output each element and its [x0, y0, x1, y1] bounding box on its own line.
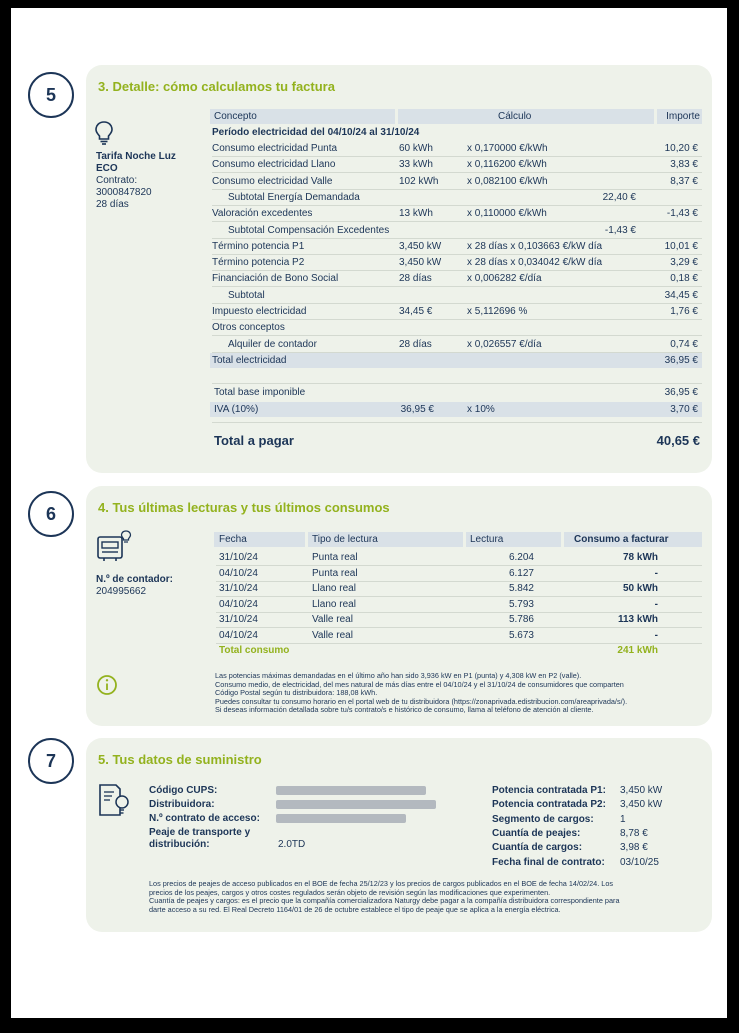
detail-concept: Consumo electricidad Llano [212, 159, 336, 171]
access-contract-label: N.º contrato de acceso: [149, 813, 260, 824]
supply-field-value: 3,450 kW [620, 785, 663, 796]
supply-field-label: Fecha final de contrato: [492, 856, 605, 868]
detail-concept: Otros conceptos [212, 322, 285, 334]
detail-concept: Término potencia P2 [212, 257, 305, 269]
total-consumo-label: Total consumo [219, 645, 290, 656]
section-title: 4. Tus últimas lecturas y tus últimos consumos [98, 500, 390, 515]
reading-type: Llano real [312, 598, 356, 610]
detail-amount: 34,45 € [664, 289, 698, 301]
detail-quantity: 28 días [399, 273, 432, 285]
iva-label: IVA (10%) [214, 404, 259, 415]
row-divider [216, 612, 702, 613]
detail-concept: Consumo electricidad Punta [212, 143, 338, 154]
row-divider [212, 205, 702, 206]
supply-note-line: Los precios de peajes de acceso publicados en el BOE de fecha 25/12/23 y los precios de cargos publicados en el BOE de fecha 14/02/24. Los [149, 879, 614, 888]
detail-amount: 10,01 € [664, 240, 698, 252]
detail-quantity: 3,450 kW [399, 257, 442, 269]
row-divider [216, 565, 702, 566]
header-tipo: Tipo de lectura [312, 534, 378, 545]
peaje-value: 2.0TD [278, 839, 306, 850]
reading-date: 04/10/24 [219, 567, 258, 579]
detail-quantity: 3,450 kW [399, 240, 442, 252]
header-consumo: Consumo a facturar [574, 534, 669, 545]
detail-price: x 0,082100 €/kWh [467, 175, 548, 187]
detail-amount: 8,37 € [670, 175, 698, 187]
iva-base: 36,95 € [400, 404, 434, 415]
header-calculo: Cálculo [498, 111, 532, 122]
detail-price: x 0,170000 €/kWh [467, 143, 548, 154]
detail-concept: Valoración excedentes [212, 208, 313, 220]
divider [212, 422, 702, 423]
row-divider [212, 319, 702, 320]
row-divider [212, 189, 702, 190]
iva-pct: x 10% [467, 404, 495, 415]
total-label: Total a pagar [214, 433, 294, 448]
row-divider [212, 303, 702, 304]
lightbulb-icon [93, 120, 115, 146]
header-concepto: Concepto [214, 111, 257, 122]
redacted-access-contract [276, 814, 406, 823]
supply-note-line: darte acceso a su red. El Real Decreto 1164/01 de 26 de octubre establece el tipo de peaje que se aplica a la energía eléctrica. [149, 904, 561, 914]
detail-quantity: 28 días [399, 338, 432, 350]
divider [212, 383, 702, 384]
detail-concept: Impuesto electricidad [212, 306, 307, 317]
supply-field-label: Segmento de cargos: [492, 813, 594, 825]
redacted-cups [276, 786, 426, 795]
detail-quantity: 60 kWh [399, 143, 433, 154]
peaje-label-2: distribución: [149, 839, 210, 850]
readings-note-line: Puedes consultar tu consumo horario en el portal web de tu distribuidora (https://zonaprivada.edistribucion.com/areaprivada/s/). [215, 696, 628, 706]
detail-amount: 1,76 € [670, 306, 698, 317]
distribuidora-label: Distribuidora: [149, 799, 215, 810]
detail-quantity: 33 kWh [399, 159, 433, 171]
header-lectura: Lectura [470, 534, 504, 545]
meter-number: 204995662 [96, 586, 147, 597]
reading-type: Punta real [312, 552, 358, 563]
detail-concept: Término potencia P1 [212, 240, 305, 252]
row-divider [216, 596, 702, 597]
section-title: 3. Detalle: cómo calculamos tu factura [98, 79, 335, 94]
reading-type: Llano real [312, 583, 356, 595]
supply-data-card [86, 738, 712, 932]
row-divider [212, 335, 702, 336]
detail-price: x 0,006282 €/día [467, 273, 542, 285]
base-value: 36,95 € [664, 387, 698, 398]
invoice-page [11, 8, 727, 1018]
detail-amount: 3,29 € [670, 257, 698, 269]
supply-field-value: 3,450 kW [620, 799, 663, 811]
billing-days: 28 días [96, 199, 129, 210]
supply-field-label: Cuantía de cargos: [492, 842, 583, 854]
detail-quantity: 13 kWh [399, 208, 433, 220]
reading-consumption: 113 kWh [617, 614, 658, 626]
contract-number: 3000847820 [96, 187, 152, 198]
total-consumo-value: 241 kWh [617, 645, 658, 656]
reading-date: 31/10/24 [219, 583, 258, 595]
readings-note-line: Consumo medio, de electricidad, del mes natural de más días entre el 04/10/24 y el 31/10/24 de consumidores que comparten [215, 679, 624, 689]
supply-document-icon [96, 782, 132, 818]
row-divider [212, 238, 702, 239]
supply-note-line: precios de los peajes, cargos y otros costes regulados serán objeto de revisión según las modificaciones que experimenten. [149, 887, 551, 897]
detail-concept: Subtotal Compensación Excedentes [228, 224, 390, 236]
reading-value: 6.204 [508, 552, 534, 563]
row-divider [216, 643, 702, 644]
supply-field-value: 3,98 € [620, 842, 648, 854]
contract-label: Contrato: [96, 175, 138, 186]
step-number-7: 7 [28, 738, 74, 784]
header-fecha: Fecha [219, 534, 247, 545]
detail-concept: Consumo electricidad Valle [212, 175, 333, 187]
reading-consumption: - [654, 567, 658, 579]
detail-amount: -1,43 € [666, 208, 698, 220]
row-divider [212, 172, 702, 173]
supply-field-label: Potencia contratada P2: [492, 799, 606, 811]
detail-subtotal: 22,40 € [602, 191, 636, 203]
reading-consumption: - [654, 630, 658, 641]
detail-amount: 36,95 € [664, 354, 698, 366]
detail-quantity: 34,45 € [399, 306, 433, 317]
peaje-label: Peaje de transporte y [149, 827, 251, 838]
step-number-6: 6 [28, 491, 74, 537]
reading-consumption: 50 kWh [622, 583, 658, 595]
detail-price: x 5,112696 % [467, 306, 528, 317]
detail-quantity: 102 kWh [399, 175, 439, 187]
detail-amount: 3,83 € [670, 159, 698, 171]
supply-field-label: Cuantía de peajes: [492, 827, 581, 839]
meter-icon [96, 530, 132, 562]
reading-date: 31/10/24 [219, 552, 258, 563]
detail-concept: Total electricidad [212, 354, 287, 366]
detail-price: x 28 días x 0,103663 €/kW día [467, 240, 603, 252]
reading-consumption: - [654, 598, 658, 610]
reading-value: 5.673 [508, 630, 534, 641]
tariff-name: Tarifa Noche Luz [96, 151, 176, 162]
row-divider [212, 286, 702, 287]
supply-field-value: 1 [620, 813, 626, 825]
readings-note-line: Código Postal según tu distribuidora: 188,08 kWh. [215, 688, 378, 698]
reading-value: 6.127 [508, 567, 534, 579]
reading-type: Valle real [312, 614, 353, 626]
row-divider [212, 156, 702, 157]
readings-note-line: Las potencias máximas demandadas en el último año han sido 3,936 kW en P1 (punta) y 4,308 kW en P2 (valle). [215, 671, 582, 680]
detail-amount: 0,18 € [670, 273, 698, 285]
base-label: Total base imponible [214, 387, 306, 398]
row-divider [212, 254, 702, 255]
cups-label: Código CUPS: [149, 785, 218, 796]
detail-concept: Alquiler de contador [228, 338, 317, 350]
detail-concept: Financiación de Bono Social [212, 273, 339, 285]
detail-price: x 0,026557 €/día [467, 338, 542, 350]
detail-price: x 0,110000 €/kWh [467, 208, 547, 220]
reading-consumption: 78 kWh [622, 552, 658, 563]
reading-value: 5.842 [508, 583, 534, 595]
readings-note-line: Si deseas información detallada sobre tu/s contrato/s e histórico de consumo, llama al teléfono de atención al cliente. [215, 705, 594, 715]
supply-field-label: Potencia contratada P1: [492, 785, 606, 796]
supply-field-value: 8,78 € [620, 827, 648, 839]
meter-label: N.º de contador: [96, 574, 173, 585]
header-importe: Importe [666, 111, 700, 122]
billing-period: Período electricidad del 04/10/24 al 31/10/24 [212, 127, 420, 138]
reading-type: Valle real [312, 630, 353, 641]
detail-concept: Subtotal Energía Demandada [228, 191, 360, 203]
detail-subtotal: -1,43 € [604, 224, 636, 236]
detail-amount: 0,74 € [670, 338, 698, 350]
redacted-distribuidora [276, 800, 436, 809]
detail-price: x 28 días x 0,034042 €/kW día [467, 257, 603, 269]
detail-price: x 0,116200 €/kWh [467, 159, 547, 171]
reading-date: 04/10/24 [219, 630, 258, 641]
reading-value: 5.793 [508, 598, 534, 610]
detail-amount: 10,20 € [664, 143, 698, 154]
row-divider [216, 627, 702, 628]
supply-note-line: Cuantía de peajes y cargos: es el precio que la compañía comercializadora Naturgy debe pagar a la compañía distribuidora correspondiente para [149, 896, 620, 906]
info-icon [96, 674, 118, 696]
section-title: 5. Tus datos de suministro [98, 752, 262, 767]
reading-value: 5.786 [508, 614, 534, 626]
row-divider [216, 581, 702, 582]
row-divider [212, 270, 702, 271]
iva-value: 3,70 € [670, 404, 698, 415]
tariff-name-2: ECO [96, 163, 118, 174]
step-number-5: 5 [28, 72, 74, 118]
row-divider [212, 221, 702, 222]
reading-date: 04/10/24 [219, 598, 258, 610]
reading-type: Punta real [312, 567, 358, 579]
invoice-detail-card [86, 65, 712, 473]
supply-field-value: 03/10/25 [620, 856, 659, 868]
readings-card [86, 486, 712, 726]
reading-date: 31/10/24 [219, 614, 258, 626]
total-value: 40,65 € [656, 433, 700, 448]
detail-concept: Subtotal [228, 289, 265, 301]
